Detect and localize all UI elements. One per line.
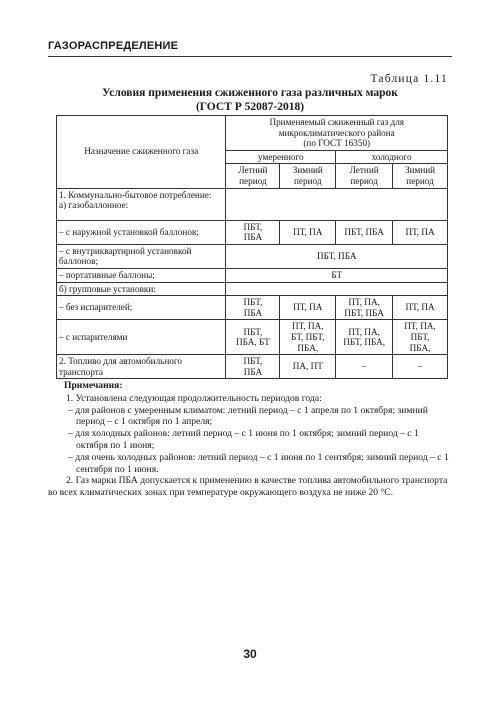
note-1: 1. Установлена следующая продолжительность периодов года:	[66, 392, 322, 404]
table-label: Таблица 1.11	[370, 73, 448, 85]
note-1-item: – для районов с умеренным климатом: летний период – с 1 апреля по 1 октября; зимний период – с 1 октября по 1 апреля;	[68, 404, 428, 428]
table-cell: ПТ, ПА, ПБТ, ПБА,	[393, 320, 448, 355]
table-cell: ПТ, ПА, ПБТ, ПБА,	[336, 320, 393, 355]
table-cell: ПТ, ПА	[280, 220, 336, 244]
table-cell: ПТ, ПА	[280, 296, 336, 320]
table-cell: ПБТ, ПБА	[226, 220, 280, 244]
table-cell: ПТ, ПА	[393, 296, 448, 320]
table-cell: ПТ, ПА, ПБТ, ПБА	[336, 296, 393, 320]
table-cell-merged: ПБТ, ПБА	[226, 244, 448, 268]
table-title-line2: (ГОСТ Р 52087-2018)	[195, 101, 305, 113]
table-cell: –	[393, 355, 448, 379]
row-group-label: б) групповые установки:	[57, 282, 226, 296]
empty-cell	[226, 282, 448, 296]
page-number: 30	[243, 647, 257, 661]
notes-section	[48, 380, 452, 499]
zone-moderate-header: умеренного	[226, 150, 336, 164]
header-rule	[48, 56, 452, 57]
table-cell: –	[336, 355, 393, 379]
note-2: 2. Газ марки ПБА допускается к применению в качестве топлива автомобильного транспорта во всех климатических зонах при температуре окружающего воздуха не ниже 20 °С.	[48, 475, 448, 499]
table-cell: ПБТ, ПБА	[336, 220, 393, 244]
summer-period-header: Летний период	[336, 164, 393, 188]
table-title-line1: Условия применения сжиженного газа различных марок	[102, 87, 398, 99]
row-outdoor-label: – с наружной установкой баллонов;	[57, 220, 226, 244]
row-evaporator-label: – с испарителями	[57, 320, 226, 355]
note-1-item: – для холодных районов: летний период – с 1 июня по 1 октября; зимний период – с 1 октября по 1 июня;	[68, 428, 419, 451]
winter-period-header: Зимний период	[280, 164, 336, 188]
table-title	[48, 86, 452, 114]
zone-cold-header: холодного	[336, 150, 448, 164]
notes-title: Примечания:	[64, 380, 123, 391]
running-header: ГАЗОРАСПРЕДЕЛЕНИЕ	[48, 40, 179, 52]
col-header-purpose: Назначение сжиженного газа	[57, 116, 226, 189]
row-household-title: 1. Коммунально-бытовое потребление: а) газобаллонное:	[57, 188, 226, 220]
winter-period-header: Зимний период	[393, 164, 448, 188]
table-cell-merged: БТ	[226, 268, 448, 282]
row-no-evaporator-label: – без испарителей;	[57, 296, 226, 320]
conditions-table	[56, 115, 448, 379]
table-cell: ПБТ, ПБА	[226, 296, 280, 320]
table-cell: ПА, ПТ	[280, 355, 336, 379]
table-cell: ПТ, ПА	[393, 220, 448, 244]
table-cell: ПБТ, ПБА, БТ	[226, 320, 280, 355]
row-fuel-label: 2. Топливо для автомобильного транспорта	[57, 355, 226, 379]
table-cell: ПБТ, ПБА	[226, 355, 280, 379]
empty-cell	[226, 188, 448, 220]
note-1-item: – для очень холодных районов: летний период – с 1 июня по 1 сентября; зимний период – с 1 сентября по 1 июня.	[68, 451, 449, 475]
col-header-gas-group: Применяемый сжиженный газ для микроклиматического района (по ГОСТ 16350)	[226, 116, 448, 151]
summer-period-header: Летний период	[226, 164, 280, 188]
row-indoor-label: – с внутриквартирной установкой баллонов;	[57, 244, 226, 268]
row-portable-label: – портативные баллоны;	[57, 268, 226, 282]
table-cell: ПТ, ПА, БТ, ПБТ, ПБА,	[280, 320, 336, 355]
